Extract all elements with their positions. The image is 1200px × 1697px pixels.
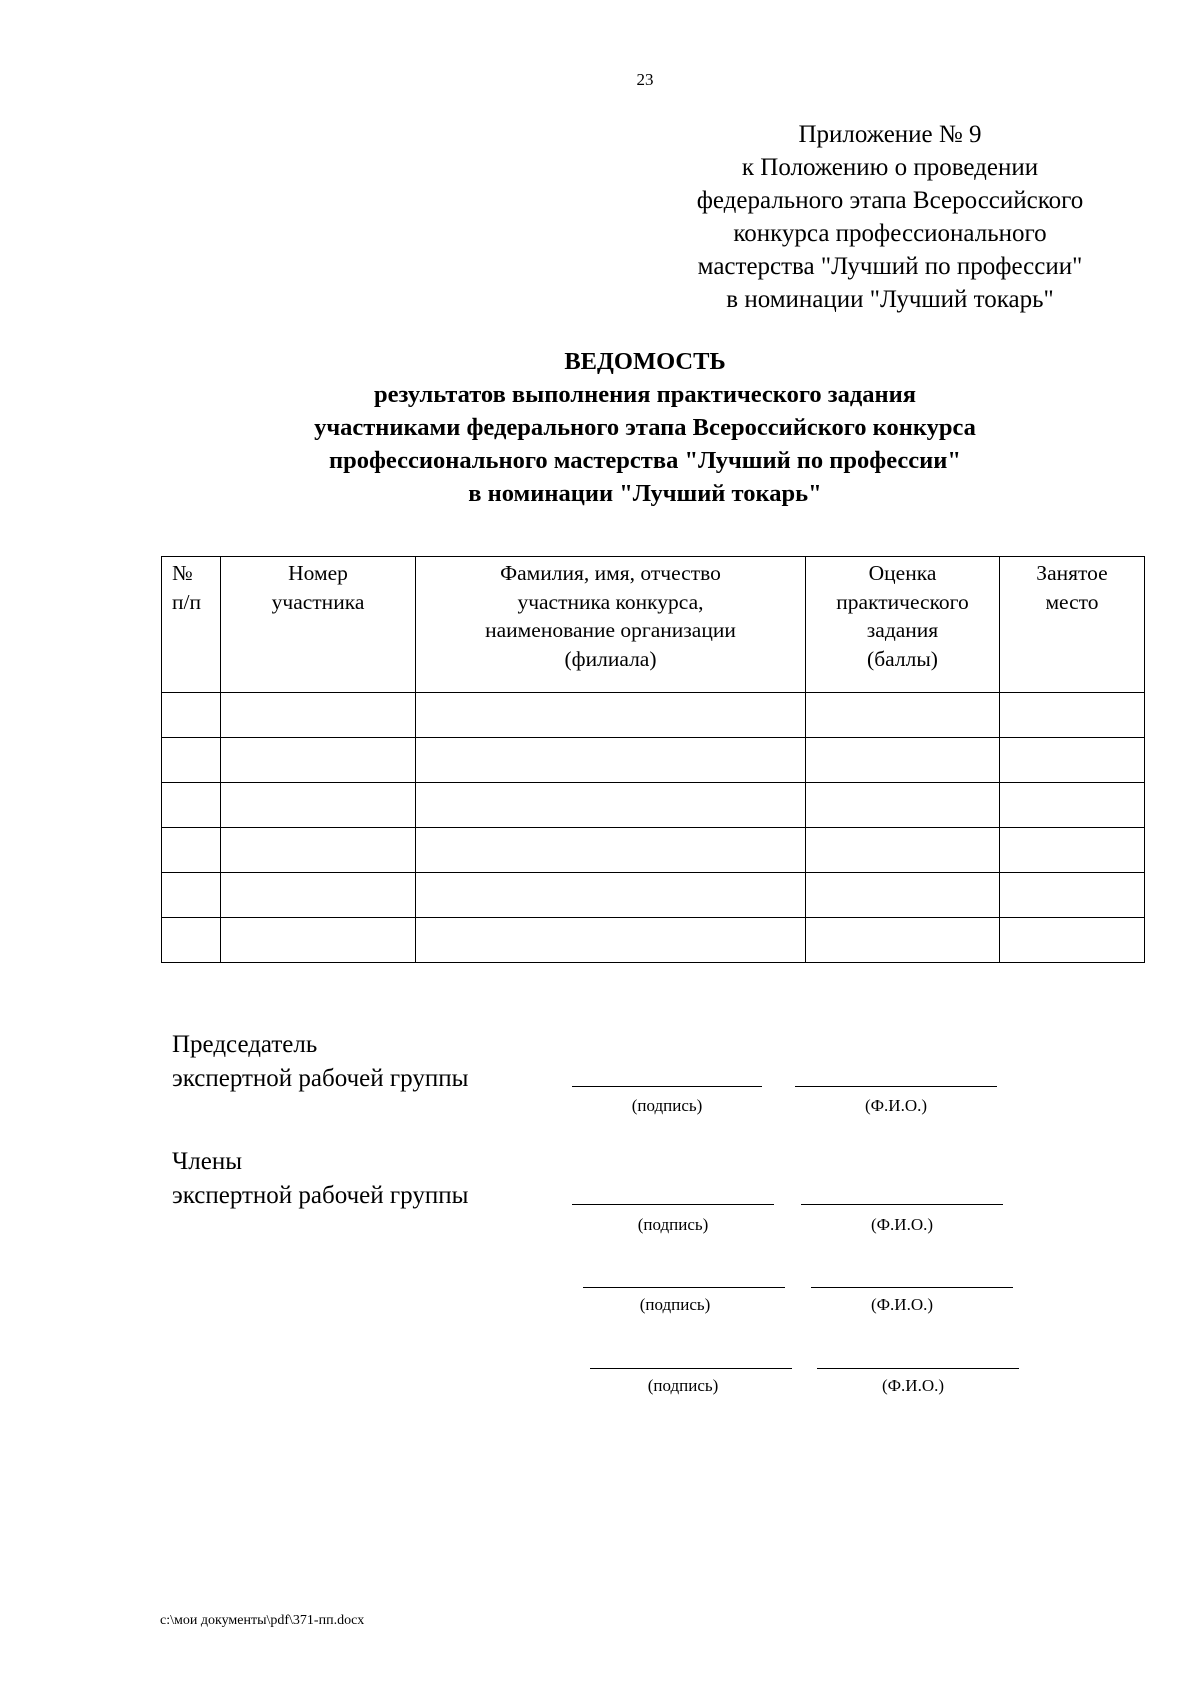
table-cell bbox=[162, 783, 221, 828]
chairman-role-line: Председатель bbox=[172, 1031, 318, 1058]
name-caption: (Ф.И.О.) bbox=[864, 1096, 928, 1115]
member-name-line bbox=[801, 1204, 1003, 1205]
table-row bbox=[162, 918, 1145, 963]
footer-file-path: c:\мои документы\pdf\371-пп.docx bbox=[160, 1613, 365, 1628]
table-cell bbox=[221, 918, 416, 963]
document-title bbox=[150, 345, 1140, 510]
title-line: результатов выполнения практического задания bbox=[374, 381, 916, 408]
table-row bbox=[162, 693, 1145, 738]
header-place: Занятое место bbox=[1000, 557, 1145, 693]
members-label bbox=[172, 1145, 468, 1213]
title-line: в номинации "Лучший токарь" bbox=[468, 480, 822, 507]
table-row bbox=[162, 828, 1145, 873]
title-line: участниками федерального этапа Всероссийского конкурса bbox=[314, 414, 976, 441]
appendix-line: Приложение № 9 bbox=[798, 121, 982, 148]
table-cell bbox=[806, 738, 1000, 783]
table-cell bbox=[806, 918, 1000, 963]
title-heading: ВЕДОМОСТЬ bbox=[564, 348, 726, 375]
table-cell bbox=[416, 738, 806, 783]
table-cell bbox=[416, 693, 806, 738]
appendix-line: конкурса профессионального bbox=[733, 220, 1047, 247]
name-caption: (Ф.И.О.) bbox=[881, 1376, 945, 1395]
signature-caption: (подпись) bbox=[647, 1376, 719, 1395]
signature-caption: (подпись) bbox=[631, 1096, 703, 1115]
member-signature-line bbox=[590, 1368, 792, 1369]
table-cell bbox=[416, 873, 806, 918]
header-row-number: № п/п bbox=[162, 557, 221, 693]
chairman-role-line: экспертной рабочей группы bbox=[172, 1065, 469, 1092]
table-cell bbox=[806, 783, 1000, 828]
appendix-line: федерального этапа Всероссийского bbox=[696, 187, 1084, 214]
table-cell bbox=[416, 918, 806, 963]
table-cell bbox=[162, 693, 221, 738]
member-name-line bbox=[817, 1368, 1019, 1369]
appendix-line: в номинации "Лучший токарь" bbox=[726, 286, 1054, 313]
page-number: 23 bbox=[636, 70, 654, 89]
chairman-label bbox=[172, 1028, 468, 1096]
table-cell bbox=[162, 918, 221, 963]
table-cell bbox=[221, 873, 416, 918]
table-cell bbox=[1000, 873, 1145, 918]
members-role-line: экспертной рабочей группы bbox=[172, 1182, 469, 1209]
signature-caption: (подпись) bbox=[639, 1295, 711, 1314]
member-name-line bbox=[811, 1287, 1013, 1288]
name-caption: (Ф.И.О.) bbox=[870, 1295, 934, 1314]
members-role-line: Члены bbox=[172, 1148, 242, 1175]
table-row bbox=[162, 738, 1145, 783]
table-cell bbox=[1000, 918, 1145, 963]
table-cell bbox=[1000, 783, 1145, 828]
table-cell bbox=[162, 828, 221, 873]
table-cell bbox=[806, 828, 1000, 873]
table-row bbox=[162, 873, 1145, 918]
results-table bbox=[161, 556, 1145, 963]
table-cell bbox=[221, 738, 416, 783]
table-header-row bbox=[162, 557, 1145, 693]
table-cell bbox=[806, 873, 1000, 918]
table-cell bbox=[221, 828, 416, 873]
table-cell bbox=[416, 783, 806, 828]
table-row bbox=[162, 783, 1145, 828]
table-cell bbox=[1000, 738, 1145, 783]
header-score: Оценка практического задания (баллы) bbox=[806, 557, 1000, 693]
signature-caption: (подпись) bbox=[637, 1215, 709, 1234]
chairman-name-line bbox=[795, 1086, 997, 1087]
table-cell bbox=[416, 828, 806, 873]
header-participant-name: Фамилия, имя, отчество участника конкурса, наименование организации (филиала) bbox=[416, 557, 806, 693]
member-signature-line bbox=[572, 1204, 774, 1205]
member-signature-line bbox=[583, 1287, 785, 1288]
title-line: профессионального мастерства "Лучший по профессии" bbox=[328, 447, 961, 474]
chairman-signature-line bbox=[572, 1086, 762, 1087]
table-cell bbox=[806, 693, 1000, 738]
header-participant-number: Номер участника bbox=[221, 557, 416, 693]
appendix-header bbox=[640, 118, 1140, 316]
table-cell bbox=[221, 783, 416, 828]
table-cell bbox=[221, 693, 416, 738]
appendix-line: мастерства "Лучший по профессии" bbox=[697, 253, 1083, 280]
appendix-line: к Положению о проведении bbox=[741, 154, 1039, 181]
name-caption: (Ф.И.О.) bbox=[870, 1215, 934, 1234]
table-cell bbox=[162, 738, 221, 783]
table-cell bbox=[1000, 693, 1145, 738]
table-cell bbox=[1000, 828, 1145, 873]
table-cell bbox=[162, 873, 221, 918]
